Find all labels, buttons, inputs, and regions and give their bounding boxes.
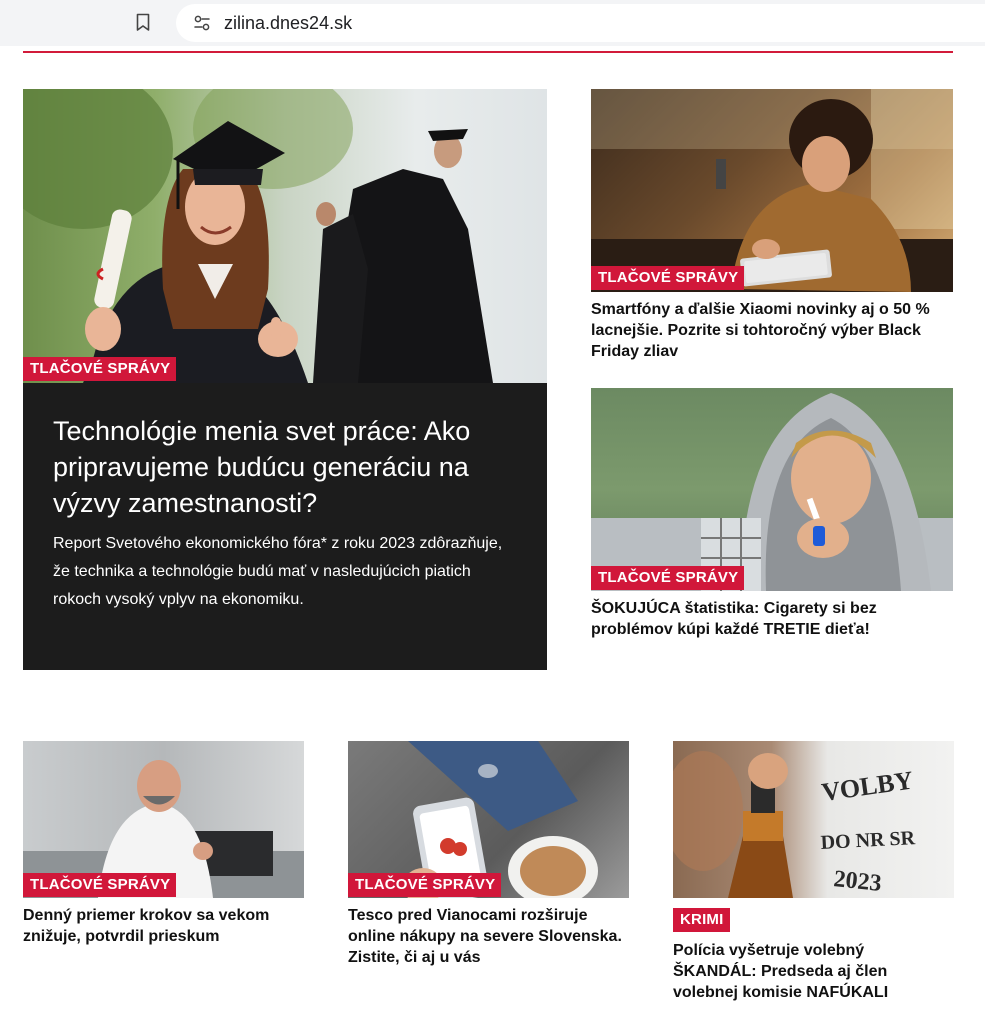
site-settings-icon[interactable]	[192, 13, 212, 33]
bookmark-icon[interactable]	[136, 13, 150, 32]
hero-image-graduate[interactable]	[23, 89, 547, 383]
bottom-image-ballot-box[interactable]	[673, 741, 954, 898]
bottom-article-3-title[interactable]: Polícia vyšetruje volebný ŠKANDÁL: Predseda aj člen volebnej komisie NAFÚKALI	[673, 942, 889, 1001]
side-image-student-tablet[interactable]	[591, 89, 953, 292]
side-image-smoking-boy[interactable]	[591, 388, 953, 591]
side-article-2-tag[interactable]: TLAČOVÉ SPRÁVY	[591, 566, 744, 590]
side-article-2-title[interactable]: ŠOKUJÚCA štatistika: Cigarety si bez problémov kúpi každé TRETIE dieťa!	[591, 600, 877, 638]
bottom-article-2-tag[interactable]: TLAČOVÉ SPRÁVY	[348, 873, 501, 897]
side-article-1-title[interactable]: Smartfóny a ďalšie Xiaomi novinky aj o 50 % lacnejšie. Pozrite si tohtoročný výber Black Friday zliav	[591, 301, 930, 360]
hero-category-tag[interactable]: TLAČOVÉ SPRÁVY	[23, 357, 176, 381]
bottom-article-3-tag[interactable]: KRIMI	[673, 908, 730, 932]
browser-toolbar	[0, 0, 985, 46]
header-divider	[23, 51, 953, 53]
hero-title[interactable]: Technológie menia svet práce: Ako pripravujeme budúcu generáciu na výzvy zamestnanosti?	[53, 416, 471, 518]
hero-description: Report Svetového ekonomického fóra* z roku 2023 zdôrazňuje, že technika a technológie budú mať v nasledujúcich piatich rokoch vysoký vplyv na ekonomiku.	[53, 535, 503, 608]
bottom-article-1-title[interactable]: Denný priemer krokov sa vekom znižuje, potvrdil prieskum	[23, 907, 270, 945]
ballot-text-nr: DO NR SR	[820, 827, 916, 854]
bottom-article-2-title[interactable]: Tesco pred Vianocami rozširuje online nákupy na severe Slovenska. Zistite, či aj u vás	[348, 907, 622, 966]
side-article-1-tag[interactable]: TLAČOVÉ SPRÁVY	[591, 266, 744, 290]
url-text[interactable]: zilina.dnes24.sk	[224, 13, 353, 33]
ballot-text-year: 2023	[832, 866, 883, 897]
bottom-article-1-tag[interactable]: TLAČOVÉ SPRÁVY	[23, 873, 176, 897]
ballot-text-volby: VOLBY	[819, 765, 915, 807]
